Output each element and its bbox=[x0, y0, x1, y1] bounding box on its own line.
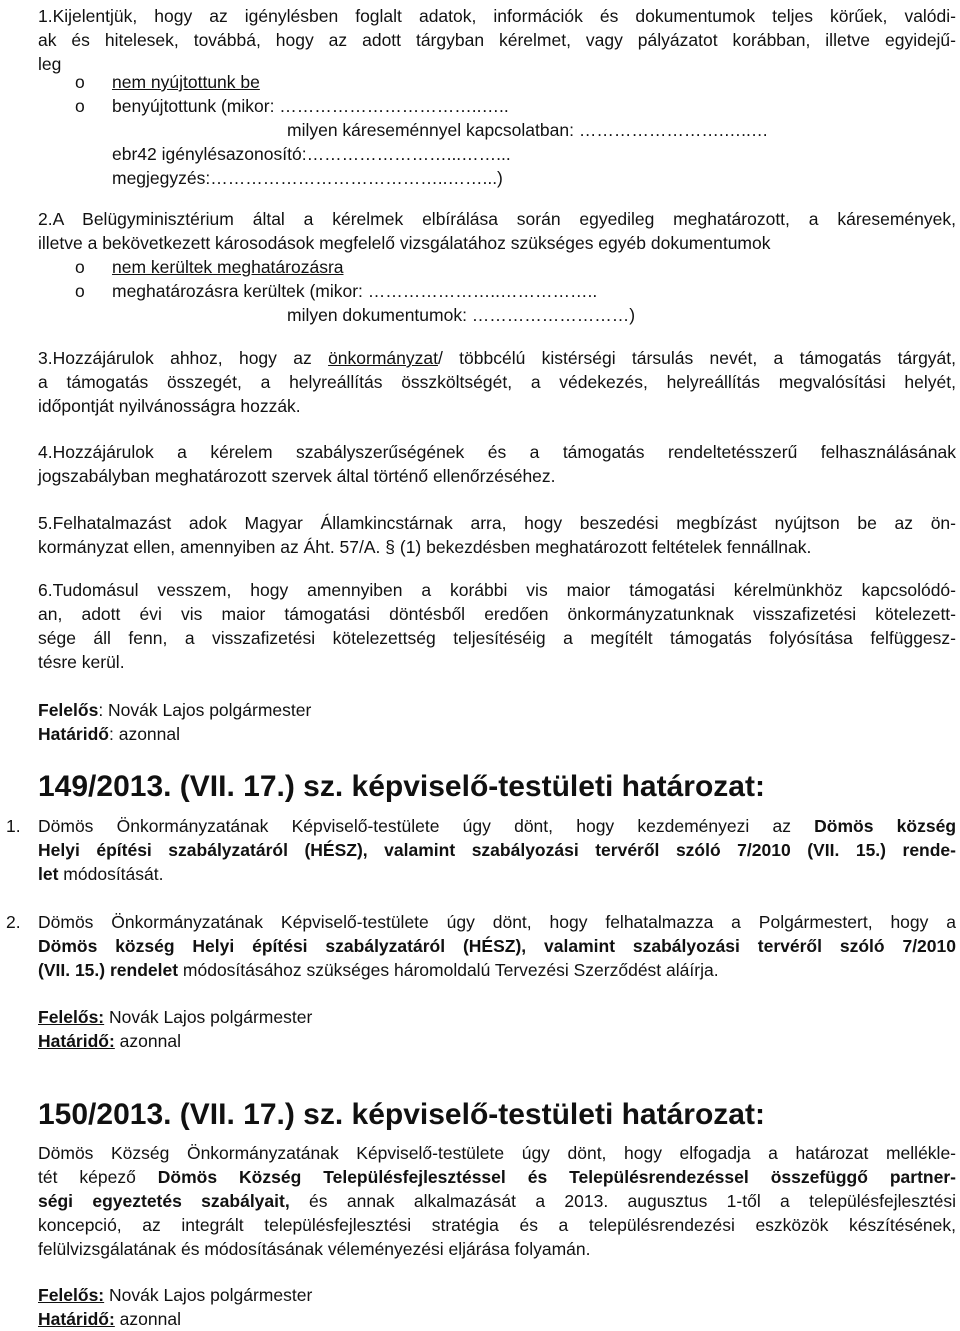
section-1-paragraph bbox=[38, 4, 956, 76]
resolution-150-bold-text: ségi egyeztetés szabályait, bbox=[38, 1191, 290, 1211]
responsible-value: : Novák Lajos polgármester bbox=[98, 700, 312, 720]
section-3-text: 3.Hozzájárulok ahhoz, hogy az bbox=[38, 348, 329, 368]
item-2-line-3 bbox=[38, 958, 956, 982]
deadline-label: Határidő: bbox=[38, 1309, 115, 1329]
deadline-value: azonnal bbox=[114, 1309, 181, 1329]
section-1-line-3: leg bbox=[38, 54, 62, 74]
bullet-marker: o bbox=[75, 72, 85, 92]
resolution-150-bold-text: Dömös Község Településfejlesztéssel és Településrendezéssel összefüggő partner- bbox=[157, 1167, 956, 1187]
section-6-line-4: tésre kerül. bbox=[38, 652, 125, 672]
deadline-line bbox=[38, 1307, 956, 1331]
resolution-149-item-2 bbox=[38, 910, 956, 982]
responsible-line bbox=[38, 1283, 956, 1307]
section-3-text: / többcélú kistérségi társulás nevét, a támogatás tárgyát, bbox=[437, 348, 956, 368]
section-6-line-3: sége áll fenn, a visszafizetési kötelezettség teljesítéséig a megítélt támogatás folyósítása felfüggesz- bbox=[38, 628, 956, 648]
item-1-bold-text: Dömös község bbox=[814, 816, 956, 836]
deadline-line bbox=[38, 1029, 956, 1053]
deadline-label: Határidő: bbox=[38, 1031, 115, 1051]
section-3-line-1 bbox=[38, 346, 956, 370]
section-4-line-1: 4.Hozzájárulok a kérelem szabályszerűségének és a támogatás rendeltetésszerű felhasználásának bbox=[38, 442, 956, 462]
item-2-number: 2. bbox=[6, 912, 21, 932]
section-3-line-3: időpontját nyilvánosságra hozzák. bbox=[38, 396, 301, 416]
item-1-line-2: Helyi építési szabályzatáról (HÉSZ), valamint szabályozási tervéről szóló 7/2010 (VII. 15.) rende- bbox=[38, 840, 956, 860]
section-3-underlined-word: önkormányzat bbox=[328, 348, 438, 368]
resolution-150-text: és annak alkalmazását a 2013. augusztus 1-től a településfejlesztési bbox=[289, 1191, 956, 1211]
responsible-block-1 bbox=[38, 698, 956, 746]
section-3-paragraph bbox=[38, 346, 956, 418]
resolution-150-line-1: Dömös Község Önkormányzatának Képviselő-testülete úgy dönt, hogy elfogadja a határozat mellékle- bbox=[38, 1143, 956, 1163]
option-submitted: benyújtottunk (mikor: ……………………………..….. bbox=[112, 96, 509, 116]
section-6-line-2: an, adott évi vis maior támogatási döntésből eredően önkormányzatunknak visszafizetési kötelezett- bbox=[38, 604, 956, 624]
item-1-line-3 bbox=[38, 862, 956, 886]
responsible-label: Felelős: bbox=[38, 1285, 105, 1305]
resolution-150-line-5: felülvizsgálatának és módosításának véleményezési eljárása folyamán. bbox=[38, 1239, 591, 1259]
resolution-149-item-1 bbox=[38, 814, 956, 886]
resolution-150-line-3 bbox=[38, 1189, 956, 1213]
bullet-marker: o bbox=[75, 96, 85, 116]
responsible-label: Felelős bbox=[38, 700, 99, 720]
deadline-line bbox=[38, 722, 956, 746]
section-6-line-1: 6.Tudomásul vesszem, hogy amennyiben a korábbi vis maior támogatási kérelmünkhöz kapcsolódó- bbox=[38, 580, 956, 600]
sub-field-event: milyen káreseménnyel kapcsolatban: …………………….…..… bbox=[287, 120, 769, 140]
section-1-line-1: 1.Kijelentjük, hogy az igénylésben foglalt adatok, információk és dokumentumok teljes körűek, valódi- bbox=[38, 6, 956, 26]
section-1-line-2: ak és hitelesek, továbbá, hogy az adott tárgyban kérelmet, vagy pályázatot korábban, illetve egyidejű- bbox=[38, 30, 956, 50]
section-2-line-2: illetve a bekövetkezett károsodások megfelelő vizsgálatához szükséges egyéb dokumentumok bbox=[38, 233, 771, 253]
section-3-line-2: a támogatás összegét, a helyreállítás összköltségét, a védekezés, helyreállítás megvalósítási helyét, bbox=[38, 372, 956, 392]
item-2-line-1: Dömös Önkormányzatának Képviselő-testülete úgy dönt, hogy felhatalmazza a Polgármestert, hogy a bbox=[38, 912, 956, 932]
bullet-marker: o bbox=[75, 281, 85, 301]
item-1-bold-text: let bbox=[38, 864, 59, 884]
option-determined: meghatározásra kerültek (mikor: …………………..…………….. bbox=[112, 281, 598, 301]
responsible-block-3 bbox=[38, 1283, 956, 1331]
resolution-150-paragraph bbox=[38, 1141, 956, 1261]
sub-field-note: megjegyzés:…………………………………..……...) bbox=[112, 168, 503, 188]
resolution-150-title: 150/2013. (VII. 17.) sz. képviselő-testületi határozat: bbox=[38, 1098, 765, 1131]
resolution-150-line-2 bbox=[38, 1165, 956, 1189]
item-1-text: módosítását. bbox=[58, 864, 164, 884]
section-4-paragraph bbox=[38, 440, 956, 488]
section-4-line-2: jogszabályban meghatározott szervek által történő ellenőrzéséhez. bbox=[38, 466, 556, 486]
item-1-line-1 bbox=[38, 814, 956, 838]
option-not-determined: nem kerültek meghatározásra bbox=[112, 257, 344, 277]
resolution-149-title: 149/2013. (VII. 17.) sz. képviselő-testületi határozat: bbox=[38, 770, 765, 803]
section-5-paragraph bbox=[38, 511, 956, 559]
item-1-text: Dömös Önkormányzatának Képviselő-testülete úgy dönt, hogy kezdeményezi az bbox=[38, 816, 815, 836]
section-5-line-2: kormányzat ellen, amennyiben az Áht. 57/A. § (1) bekezdésben meghatározott feltételek fennállnak. bbox=[38, 537, 812, 557]
item-2-text: módosításához szükséges háromoldalú Tervezési Szerződést aláírja. bbox=[178, 960, 719, 980]
deadline-value: : azonnal bbox=[108, 724, 181, 744]
section-6-paragraph bbox=[38, 578, 956, 674]
sub-field-documents: milyen dokumentumok: ………………………) bbox=[287, 305, 636, 325]
item-1-number: 1. bbox=[6, 816, 21, 836]
responsible-label: Felelős: bbox=[38, 1007, 105, 1027]
resolution-150-text: tét képező bbox=[38, 1167, 158, 1187]
responsible-line bbox=[38, 698, 956, 722]
item-2-bold-text: (VII. 15.) rendelet bbox=[38, 960, 179, 980]
item-2-line-2: Dömös község Helyi építési szabályzatáról (HÉSZ), valamint szabályozási tervéről szóló 7/2010 bbox=[38, 936, 956, 956]
section-5-line-1: 5.Felhatalmazást adok Magyar Államkincstárnak arra, hogy beszedési megbízást nyújtson be az ön- bbox=[38, 513, 956, 533]
sub-field-ebr42-id: ebr42 igénylésazonosító:……………………...……... bbox=[112, 144, 511, 164]
deadline-label: Határidő bbox=[38, 724, 109, 744]
section-2-paragraph bbox=[38, 207, 956, 255]
section-2-line-1: 2.A Belügyminisztérium által a kérelmek elbírálása során egyedileg meghatározott, a káresemények, bbox=[38, 209, 956, 229]
responsible-value: Novák Lajos polgármester bbox=[104, 1285, 313, 1305]
option-not-submitted: nem nyújtottunk be bbox=[112, 72, 260, 92]
responsible-block-2 bbox=[38, 1005, 956, 1053]
deadline-value: azonnal bbox=[114, 1031, 181, 1051]
bullet-marker: o bbox=[75, 257, 85, 277]
responsible-value: Novák Lajos polgármester bbox=[104, 1007, 313, 1027]
responsible-line bbox=[38, 1005, 956, 1029]
resolution-150-line-4: koncepció, az integrált településfejlesztési stratégia és a településrendezési eszközök készítésének, bbox=[38, 1215, 956, 1235]
